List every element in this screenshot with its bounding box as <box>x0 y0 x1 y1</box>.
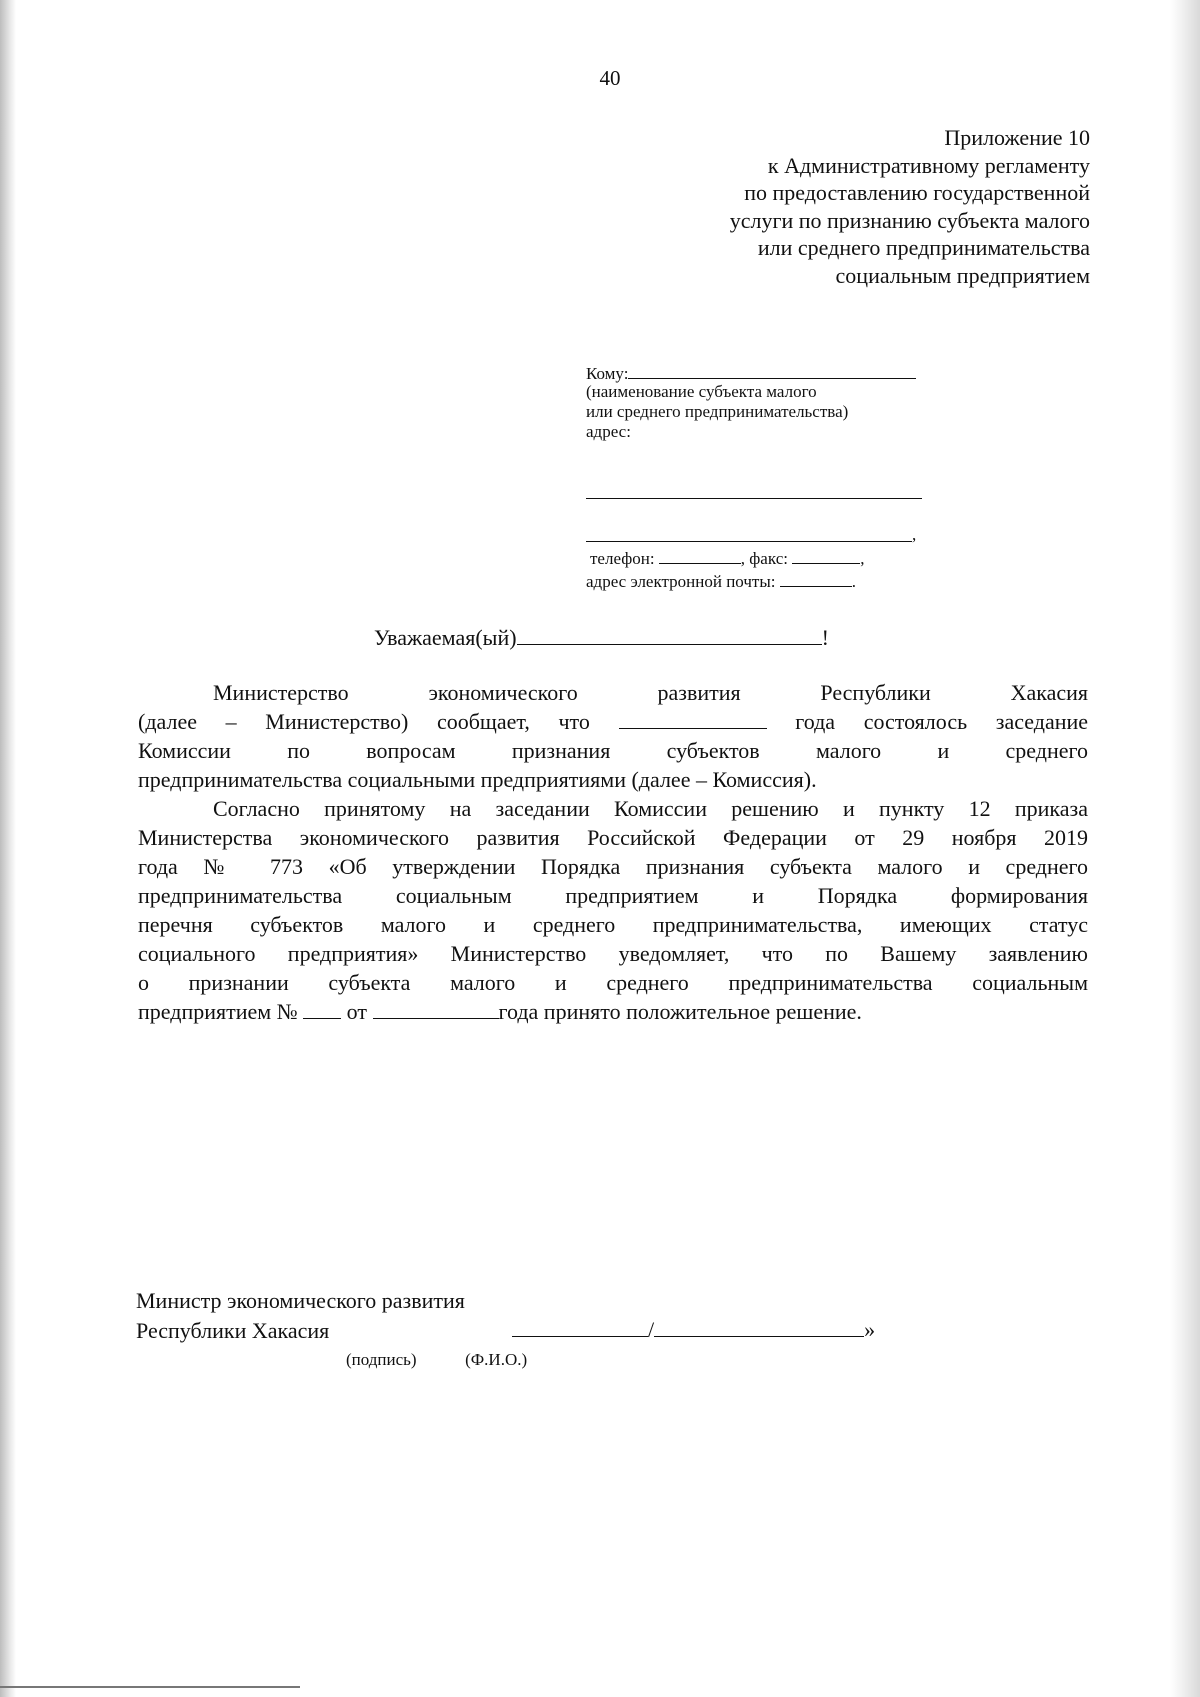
recipient-name-hint-1: (наименование субъекта малого <box>586 382 817 401</box>
closing-quote: » <box>864 1317 876 1342</box>
p2-line: Согласно принятому на заседании Комиссии решению и пункту 12 приказа <box>213 796 1088 821</box>
signature-separator: / <box>648 1317 655 1342</box>
caption-signature: (подпись) <box>346 1350 417 1369</box>
p1-line: Министерство экономического развития Республики Хакасия <box>213 680 1088 705</box>
appendix-line: по предоставлению государственной <box>744 180 1090 205</box>
greeting-name-field[interactable] <box>517 624 822 645</box>
greeting <box>374 624 829 651</box>
caption-name: (Ф.И.О.) <box>465 1350 528 1369</box>
signatory-title-1: Министр экономического развития <box>136 1288 465 1313</box>
comma: , <box>912 525 917 544</box>
p2-line8-mid: от <box>346 999 367 1024</box>
p2-line: о признании субъекта малого и среднего предпринимательства социальным <box>138 970 1088 995</box>
signature-field[interactable] <box>512 1316 648 1337</box>
greeting-text: Уважаемая(ый) <box>374 625 517 650</box>
p1-line: Комиссии по вопросам признания субъектов малого и среднего <box>138 738 1088 763</box>
p2-line <box>138 997 1088 1026</box>
p1-line2-start: (далее – Министерство) сообщает, что <box>138 709 590 734</box>
recipient-address-label: адрес: <box>586 422 631 441</box>
recipient-block <box>586 362 946 442</box>
appendix-line: услуги по признанию субъекта малого <box>729 207 1090 233</box>
scan-bottom-line <box>0 1686 300 1688</box>
letter-body <box>138 678 1088 1026</box>
scan-edge-right <box>1170 0 1200 1697</box>
scan-edge-left <box>0 0 16 1697</box>
recipient-name-hint-2: или среднего предпринимательства) <box>586 402 849 421</box>
appendix-line: к Административному регламенту <box>767 152 1090 178</box>
signature-fields <box>512 1316 875 1343</box>
p1-line <box>138 707 1088 736</box>
application-number-field[interactable] <box>303 998 341 1019</box>
p2-line: года № 773 «Об утверждении Порядка признания субъекта малого и среднего <box>138 854 1088 879</box>
recipient-address-field-2[interactable] <box>586 541 912 542</box>
signature-captions <box>346 1350 527 1370</box>
page-number: 40 <box>599 66 621 90</box>
email-label: адрес электронной почты: <box>586 572 776 591</box>
p2-line: предпринимательства социальным предприятием и Порядка формирования <box>138 883 1088 908</box>
email-field[interactable] <box>780 570 852 587</box>
appendix-line: Приложение 10 <box>944 125 1090 150</box>
p1-line: предпринимательства социальными предприятиями (далее – Комиссия). <box>138 767 817 792</box>
recipient-address-field-1[interactable] <box>586 498 922 499</box>
meeting-date-field[interactable] <box>619 708 767 729</box>
phone-field[interactable] <box>659 547 741 564</box>
recipient-to-row <box>586 362 946 382</box>
fio-field[interactable] <box>654 1316 864 1337</box>
fax-field[interactable] <box>792 547 860 564</box>
greeting-exclamation: ! <box>821 625 829 650</box>
p2-line8-end: года принято положительное решение. <box>498 999 862 1024</box>
p2-line8-start: предприятием № <box>138 999 298 1024</box>
application-date-field[interactable] <box>373 998 499 1019</box>
recipient-phone-row: телефон: , факс: , <box>590 549 865 568</box>
recipient-name-field[interactable] <box>628 362 916 379</box>
phone-label: телефон: <box>590 549 655 568</box>
appendix-block <box>570 124 1090 289</box>
appendix-line: социальным предприятием <box>835 262 1090 288</box>
p2-line: социального предприятия» Министерство уведомляет, что по Вашему заявлению <box>138 941 1088 966</box>
p1-line2-end: года состоялось заседание <box>795 709 1089 734</box>
fax-label: , факс: <box>740 549 788 568</box>
recipient-email-row: адрес электронной почты: . <box>586 572 856 591</box>
signature-block <box>136 1286 465 1346</box>
signatory-title-2: Республики Хакасия <box>136 1318 330 1343</box>
p2-line: Министерства экономического развития Российской Федерации от 29 ноября 2019 <box>138 825 1088 850</box>
recipient-to-label: Кому: <box>586 364 629 383</box>
appendix-line: или среднего предпринимательства <box>757 235 1090 260</box>
p2-line: перечня субъектов малого и среднего предпринимательства, имеющих статус <box>138 912 1088 937</box>
